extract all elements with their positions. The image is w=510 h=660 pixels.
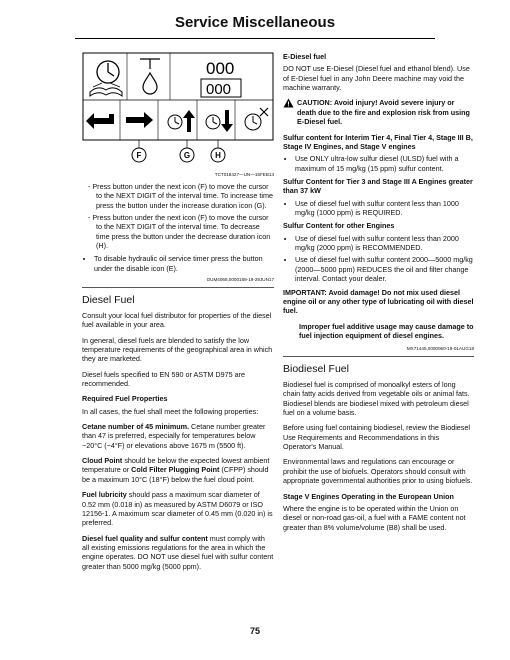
disable-timer-icon	[245, 108, 268, 130]
page-number: 75	[249, 626, 260, 636]
fuel-quality-paragraph: Diesel fuel quality and sulfur content must comply with all existing emissions regulations for the area in which the engine operates. DO NOT use diesel fuel with sulfur content greater than 5000 mg/kg (5000 ppm).	[82, 533, 274, 571]
manual-book-icon	[90, 83, 122, 96]
paragraph: Where the engine is to be operated within the Union on diesel or non-road gas-oil, a fuel with a FAME content not greater than 8% volume/volume (B8) shall be used.	[283, 503, 466, 532]
svg-text:G: G	[183, 151, 191, 160]
cloud-point-paragraph: Cloud Point should be below the expected lowest ambient temperature or Cold Filter Plugging Point (CFPP) should be a maximum 10°C (18°F) below the fuel cloud point.	[82, 456, 270, 484]
paragraph: In all cases, the fuel shall meet the following properties:	[82, 406, 259, 416]
increase-duration-icon	[168, 110, 195, 132]
caution-block	[283, 98, 474, 126]
paragraph: In general, diesel fuels are blended to satisfy the low temperature requirements of the geographical area in which they are marketed.	[82, 335, 273, 364]
cetane-paragraph: Cetane number of 45 minimum. Cetane number greater than 47 is preferred, especially for temperatures below −20°C (−4°F) or elevations above 1675 m (5500 ft).	[82, 422, 266, 450]
section-reference-1: OUM4068,0000168-19-29JUN17	[206, 277, 274, 283]
oil-drop-icon	[140, 59, 160, 94]
display-top-readout: 000	[206, 59, 235, 78]
list-item: • Use of diesel fuel with sulfur content less than 2000 mg/kg (2000 ppm) is RECOMMENDED.	[295, 234, 474, 253]
display-bottom-readout: 000	[206, 81, 232, 98]
paragraph: Before using fuel containing biodiesel, review the Biodiesel Use Requirements and Recommendations in this Operator's Manual.	[283, 423, 470, 452]
back-arrow-icon	[86, 113, 114, 129]
sulfur-tier3-heading: Sulfur Content for Tier 3 and Stage III A Engines greater than 37 kW	[283, 176, 473, 196]
paragraph: Diesel fuels specified to EN 590 or ASTM D975 are recommended.	[82, 369, 245, 388]
sulfur-other-heading: Sulfur Content for other Engines	[283, 221, 395, 231]
sulfur-tier4-heading: Sulfur content for Interim Tier 4, Final Tier 4, Stage III B, Stage IV Engines, and Stage V engines	[283, 132, 473, 151]
svg-text:F: F	[136, 151, 142, 160]
stage-v-heading: Stage V Engines Operating in the European Union	[283, 491, 454, 501]
control-panel-figure	[82, 52, 274, 178]
list-item: - Press button under the next icon (F) to move the cursor to the NEXT DIGIT of the interval time. To increase time press the button under the increase duration icon (G).	[88, 182, 274, 210]
important-block	[283, 288, 474, 341]
sulfur-other-list	[283, 234, 474, 284]
important-text: IMPORTANT: Avoid damage! Do not mix used diesel engine oil or any other type of lubricating oil with diesel fuel.	[283, 287, 474, 316]
figure-reference: TCT018427—UN—15FEB14	[214, 172, 274, 177]
sulfur-tier4-list	[283, 154, 474, 173]
clock-icon	[97, 61, 119, 83]
list-item: • To disable hydraulic oil service timer press the button under the disable icon (E).	[94, 254, 274, 273]
paragraph: DO NOT use E-Diesel (Diesel fuel and ethanol blend). Use of E-Diesel fuel in any John Deere machine may void the machine warranty.	[283, 64, 470, 93]
left-column	[82, 52, 274, 577]
callout-f	[132, 148, 146, 162]
caution-text: CAUTION: Avoid injury! Avoid severe injury or death due to the fire and explosion risk from using E-Diesel fuel.	[297, 98, 470, 127]
callout-g	[180, 148, 194, 162]
important-text-2: Improper fuel additive usage may cause damage to fuel injection equipment of diesel engines.	[299, 321, 474, 340]
paragraph: Consult your local fuel distributor for properties of the diesel fuel available in your area.	[82, 310, 272, 330]
list-item: - Press button under the next icon (F) to move the cursor to the NEXT DIGIT of the interval time. To decrease time press the button under the decrease duration icon (H).	[88, 213, 274, 250]
biodiesel-heading: Biodiesel Fuel	[283, 363, 349, 376]
list-item: • Use of diesel fuel with sulfur content less than 1000 mg/kg (1000 ppm) is REQUIRED.	[295, 199, 474, 218]
required-properties-heading: Required Fuel Properties	[82, 394, 168, 404]
warning-triangle-icon	[283, 98, 294, 108]
e-diesel-heading: E-Diesel fuel	[283, 52, 327, 61]
section-divider	[82, 287, 274, 288]
section-divider	[283, 356, 474, 357]
control-panel-illustration	[82, 52, 274, 170]
paragraph: Environmental laws and regulations can encourage or prohibit the use of biofuels. Operators should consult with appropriate governmental authorities prior to using biofuels.	[283, 457, 473, 486]
section-reference-2: MX71445,0000060-19-01AUG18	[406, 346, 474, 352]
list-item: • Use ONLY ultra-low sulfur diesel (ULSD) fuel with a maximum of 15 mg/kg (15 ppm) sulfur content.	[295, 154, 474, 173]
lubricity-paragraph: Fuel lubricity should pass a maximum scar diameter of 0.52 mm (0.018 in) as measured by ASTM D6079 or ISO 12156-1. A maximum scar diameter of 0.45 mm (0.020 in) is preferred.	[82, 490, 273, 528]
paragraph: Biodiesel fuel is comprised of monoalkyl esters of long chain fatty acids derived from vegetable oils or animal fats. Biodiesel blends are biodiesel mixed with petroleum diesel fuel on a volume basis.	[283, 379, 470, 418]
right-column	[283, 52, 474, 538]
callout-h	[211, 148, 225, 162]
decrease-duration-icon	[206, 110, 233, 132]
timer-steps-list	[88, 182, 274, 251]
title-rule	[75, 38, 435, 39]
svg-text:H: H	[215, 151, 221, 160]
sulfur-tier3-list	[283, 199, 474, 218]
disable-bullet-list	[82, 254, 274, 273]
next-arrow-icon	[126, 112, 153, 128]
diesel-fuel-heading: Diesel Fuel	[82, 294, 135, 307]
list-item: • Use of diesel fuel with sulfur content 2000—5000 mg/kg (2000—5000 ppm) REDUCES the oil and filter change interval. Contact your dealer.	[295, 255, 474, 283]
page-title: Service Miscellaneous	[174, 14, 336, 31]
